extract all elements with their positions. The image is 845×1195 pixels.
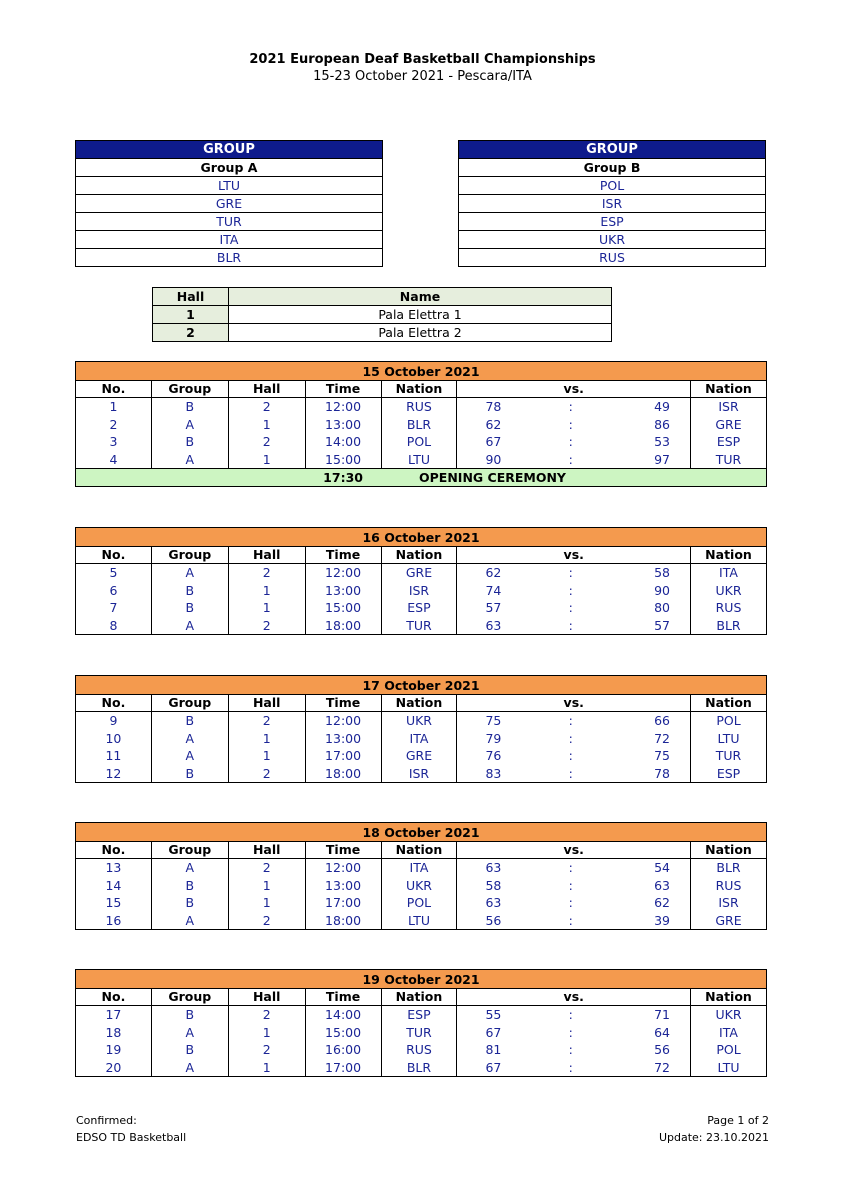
game-hall: 1 [228, 451, 305, 469]
home-nation: UKR [381, 877, 457, 895]
game-group: A [151, 1024, 228, 1042]
game-hall: 2 [228, 564, 305, 582]
game-number: 9 [76, 712, 152, 730]
home-nation: LTU [381, 912, 457, 930]
score-separator: : [568, 765, 573, 781]
away-score: 53 [654, 434, 671, 449]
col-vs: vs. [457, 381, 691, 398]
game-group: B [151, 765, 228, 783]
game-number: 15 [76, 894, 152, 912]
game-group: A [151, 416, 228, 434]
game-number: 18 [76, 1024, 152, 1042]
col-group: Group [151, 547, 228, 564]
game-row [76, 564, 767, 582]
col-time: Time [305, 989, 381, 1006]
group-team: UKR [459, 231, 766, 249]
game-time: 18:00 [305, 912, 381, 930]
game-row [76, 859, 767, 877]
game-hall: 1 [228, 416, 305, 434]
away-nation: ISR [691, 894, 767, 912]
game-time: 18:00 [305, 765, 381, 783]
group-name: Group B [459, 159, 766, 177]
game-hall: 1 [228, 747, 305, 765]
game-number: 7 [76, 599, 152, 617]
game-row [76, 398, 767, 416]
game-group: B [151, 582, 228, 600]
col-hall: Hall [228, 695, 305, 712]
home-nation: GRE [381, 564, 457, 582]
col-time: Time [305, 695, 381, 712]
score-separator: : [568, 730, 573, 746]
game-time: 15:00 [305, 451, 381, 469]
game-group: B [151, 894, 228, 912]
game-group: B [151, 877, 228, 895]
game-number: 10 [76, 730, 152, 748]
footer-confirmed: Confirmed: [76, 1114, 137, 1127]
col-group: Group [151, 989, 228, 1006]
score-separator: : [568, 434, 573, 449]
score-separator: : [568, 416, 573, 432]
game-number: 20 [76, 1059, 152, 1077]
home-score: 57 [457, 599, 533, 617]
col-vs: vs. [457, 989, 691, 1006]
away-score: 78 [654, 765, 671, 781]
schedule-day-table [75, 969, 767, 1077]
home-score: 74 [457, 582, 533, 600]
document-title: 2021 European Deaf Basketball Championships [249, 52, 596, 67]
game-hall: 2 [228, 617, 305, 635]
home-nation: TUR [381, 1024, 457, 1042]
home-nation: ISR [381, 582, 457, 600]
game-number: 12 [76, 765, 152, 783]
col-no: No. [76, 842, 152, 859]
ceremony-time: 17:30 [305, 469, 381, 487]
game-time: 13:00 [305, 877, 381, 895]
col-nation-away: Nation [691, 989, 767, 1006]
away-score: 80 [654, 600, 671, 615]
home-score: 63 [457, 859, 533, 877]
game-time: 13:00 [305, 730, 381, 748]
date-row [76, 362, 767, 381]
home-score: 56 [457, 912, 533, 930]
game-time: 13:00 [305, 582, 381, 600]
home-nation: UKR [381, 712, 457, 730]
game-group: B [151, 599, 228, 617]
home-score: 63 [457, 617, 533, 635]
home-score: 90 [457, 451, 533, 469]
game-row [76, 765, 767, 783]
score-separator: : [568, 617, 573, 633]
col-hall: Hall [228, 842, 305, 859]
away-nation: ITA [691, 564, 767, 582]
home-score: 58 [457, 877, 533, 895]
home-nation: ISR [381, 765, 457, 783]
game-number: 11 [76, 747, 152, 765]
home-nation: BLR [381, 416, 457, 434]
game-time: 12:00 [305, 712, 381, 730]
home-nation: POL [381, 894, 457, 912]
away-nation: RUS [691, 877, 767, 895]
game-row [76, 730, 767, 748]
game-time: 16:00 [305, 1041, 381, 1059]
away-nation: GRE [691, 912, 767, 930]
game-time: 17:00 [305, 894, 381, 912]
game-group: A [151, 564, 228, 582]
col-nation-away: Nation [691, 842, 767, 859]
away-score: 49 [654, 399, 671, 414]
schedule-date: 19 October 2021 [76, 970, 767, 989]
score-separator: : [568, 600, 573, 615]
col-nation-home: Nation [381, 695, 457, 712]
group-team: ITA [76, 231, 383, 249]
group-table [458, 140, 766, 267]
home-nation: RUS [381, 398, 457, 416]
game-row [76, 1059, 767, 1077]
date-row [76, 528, 767, 547]
group-team: TUR [76, 213, 383, 231]
game-hall: 1 [228, 730, 305, 748]
score-separator: : [568, 1024, 573, 1040]
away-score: 62 [654, 895, 671, 910]
col-vs: vs. [457, 695, 691, 712]
hall-name: Pala Elettra 1 [229, 306, 612, 324]
schedule-date: 16 October 2021 [76, 528, 767, 547]
away-nation: RUS [691, 599, 767, 617]
game-hall: 2 [228, 1041, 305, 1059]
game-row [76, 747, 767, 765]
schedule-day-table [75, 527, 767, 635]
away-nation: BLR [691, 617, 767, 635]
game-hall: 1 [228, 877, 305, 895]
game-hall: 2 [228, 859, 305, 877]
schedule-date: 18 October 2021 [76, 823, 767, 842]
column-header-row [76, 989, 767, 1006]
away-score: 39 [654, 912, 671, 928]
away-score: 56 [654, 1042, 671, 1057]
game-number: 8 [76, 617, 152, 635]
home-nation: BLR [381, 1059, 457, 1077]
game-number: 17 [76, 1006, 152, 1024]
game-number: 13 [76, 859, 152, 877]
score-separator: : [568, 748, 573, 763]
group-team: BLR [76, 249, 383, 267]
game-time: 13:00 [305, 416, 381, 434]
score-separator: : [568, 895, 573, 910]
game-row [76, 1041, 767, 1059]
game-row [76, 712, 767, 730]
game-group: B [151, 712, 228, 730]
col-nation-away: Nation [691, 547, 767, 564]
away-nation: POL [691, 712, 767, 730]
away-score: 54 [654, 860, 671, 875]
home-nation: ESP [381, 599, 457, 617]
hall-number: 1 [153, 306, 229, 324]
away-score: 63 [654, 877, 671, 893]
score-separator: : [568, 860, 573, 875]
footer-page: Page 1 of 2 [707, 1114, 769, 1127]
away-nation: LTU [691, 1059, 767, 1077]
home-score: 55 [457, 1006, 533, 1024]
game-group: A [151, 1059, 228, 1077]
group-team: LTU [76, 177, 383, 195]
away-nation: ISR [691, 398, 767, 416]
home-nation: LTU [381, 451, 457, 469]
home-score: 81 [457, 1041, 533, 1059]
home-score: 75 [457, 712, 533, 730]
score-separator: : [568, 399, 573, 414]
column-header-row [76, 381, 767, 398]
game-hall: 1 [228, 894, 305, 912]
game-time: 12:00 [305, 859, 381, 877]
game-number: 3 [76, 433, 152, 451]
schedule-day-table [75, 822, 767, 930]
game-time: 18:00 [305, 617, 381, 635]
game-hall: 1 [228, 1024, 305, 1042]
score-separator: : [568, 1042, 573, 1057]
col-nation-away: Nation [691, 381, 767, 398]
col-nation-home: Nation [381, 381, 457, 398]
home-score: 76 [457, 747, 533, 765]
group-table [75, 140, 383, 267]
group-heading: GROUP [76, 141, 383, 159]
column-header-row [76, 842, 767, 859]
score-separator: : [568, 1059, 573, 1075]
document-subtitle: 15-23 October 2021 - Pescara/ITA [313, 69, 532, 84]
away-score: 71 [654, 1007, 671, 1022]
away-nation: UKR [691, 1006, 767, 1024]
home-score: 67 [457, 1024, 533, 1042]
col-time: Time [305, 381, 381, 398]
game-group: A [151, 912, 228, 930]
away-score: 90 [654, 582, 671, 598]
away-nation: BLR [691, 859, 767, 877]
home-score: 67 [457, 433, 533, 451]
col-nation-away: Nation [691, 695, 767, 712]
game-hall: 2 [228, 765, 305, 783]
footer-signatory: EDSO TD Basketball [76, 1131, 187, 1144]
game-group: B [151, 433, 228, 451]
group-name: Group A [76, 159, 383, 177]
game-row [76, 877, 767, 895]
game-row [76, 912, 767, 930]
home-nation: ESP [381, 1006, 457, 1024]
group-team: RUS [459, 249, 766, 267]
col-no: No. [76, 989, 152, 1006]
column-header-row [76, 695, 767, 712]
away-nation: UKR [691, 582, 767, 600]
game-time: 15:00 [305, 1024, 381, 1042]
score-separator: : [568, 565, 573, 580]
away-nation: ESP [691, 765, 767, 783]
game-row [76, 416, 767, 434]
group-team: POL [459, 177, 766, 195]
footer-left [76, 1112, 186, 1146]
group-team: ISR [459, 195, 766, 213]
game-hall: 1 [228, 1059, 305, 1077]
away-score: 97 [654, 451, 671, 467]
score-separator: : [568, 1007, 573, 1022]
group-team: GRE [76, 195, 383, 213]
col-hall: Hall [228, 381, 305, 398]
game-hall: 1 [228, 582, 305, 600]
game-group: B [151, 398, 228, 416]
group-team: ESP [459, 213, 766, 231]
game-group: A [151, 730, 228, 748]
home-nation: TUR [381, 617, 457, 635]
home-nation: ITA [381, 730, 457, 748]
game-number: 1 [76, 398, 152, 416]
home-score: 62 [457, 564, 533, 582]
col-time: Time [305, 547, 381, 564]
away-nation: TUR [691, 747, 767, 765]
home-nation: POL [381, 433, 457, 451]
column-header-row [76, 547, 767, 564]
game-number: 19 [76, 1041, 152, 1059]
game-time: 15:00 [305, 599, 381, 617]
game-hall: 2 [228, 1006, 305, 1024]
col-vs: vs. [457, 547, 691, 564]
game-time: 12:00 [305, 398, 381, 416]
col-no: No. [76, 381, 152, 398]
date-row [76, 823, 767, 842]
game-number: 6 [76, 582, 152, 600]
game-time: 17:00 [305, 747, 381, 765]
hall-name: Pala Elettra 2 [229, 324, 612, 342]
away-score: 86 [654, 416, 671, 432]
score-separator: : [568, 912, 573, 928]
away-nation: ITA [691, 1024, 767, 1042]
game-hall: 1 [228, 599, 305, 617]
halls-header-hall: Hall [153, 288, 229, 306]
date-row [76, 970, 767, 989]
date-row [76, 676, 767, 695]
col-no: No. [76, 695, 152, 712]
away-score: 57 [654, 617, 671, 633]
game-number: 2 [76, 416, 152, 434]
game-time: 17:00 [305, 1059, 381, 1077]
game-hall: 2 [228, 398, 305, 416]
game-group: A [151, 617, 228, 635]
col-group: Group [151, 381, 228, 398]
home-score: 67 [457, 1059, 533, 1077]
schedule-day-table [75, 675, 767, 783]
away-nation: POL [691, 1041, 767, 1059]
home-nation: ITA [381, 859, 457, 877]
home-score: 63 [457, 894, 533, 912]
schedule-day-table [75, 361, 767, 487]
away-score: 72 [654, 730, 671, 746]
halls-header-name: Name [229, 288, 612, 306]
footer-right [659, 1112, 769, 1146]
col-time: Time [305, 842, 381, 859]
halls-table [152, 287, 612, 342]
game-number: 4 [76, 451, 152, 469]
footer-update: Update: 23.10.2021 [658, 1131, 769, 1144]
home-score: 83 [457, 765, 533, 783]
home-score: 78 [457, 398, 533, 416]
col-hall: Hall [228, 547, 305, 564]
game-time: 12:00 [305, 564, 381, 582]
game-hall: 2 [228, 712, 305, 730]
away-score: 66 [654, 713, 671, 728]
col-group: Group [151, 842, 228, 859]
game-hall: 2 [228, 433, 305, 451]
ceremony-row [76, 469, 767, 487]
game-time: 14:00 [305, 433, 381, 451]
game-number: 5 [76, 564, 152, 582]
away-nation: TUR [691, 451, 767, 469]
ceremony-label: OPENING CEREMONY [381, 469, 766, 487]
game-row [76, 894, 767, 912]
schedule-date: 15 October 2021 [76, 362, 767, 381]
game-number: 14 [76, 877, 152, 895]
home-score: 62 [457, 416, 533, 434]
away-score: 75 [654, 748, 671, 763]
game-group: B [151, 1006, 228, 1024]
away-score: 72 [654, 1059, 671, 1075]
col-nation-home: Nation [381, 842, 457, 859]
score-separator: : [568, 713, 573, 728]
col-nation-home: Nation [381, 989, 457, 1006]
game-row [76, 582, 767, 600]
game-group: B [151, 1041, 228, 1059]
score-separator: : [568, 877, 573, 893]
col-group: Group [151, 695, 228, 712]
away-score: 58 [654, 565, 671, 580]
away-nation: ESP [691, 433, 767, 451]
game-group: A [151, 747, 228, 765]
col-nation-home: Nation [381, 547, 457, 564]
group-heading: GROUP [459, 141, 766, 159]
ceremony-spacer [76, 469, 306, 487]
away-nation: GRE [691, 416, 767, 434]
hall-number: 2 [153, 324, 229, 342]
game-row [76, 451, 767, 469]
score-separator: : [568, 582, 573, 598]
col-no: No. [76, 547, 152, 564]
away-nation: LTU [691, 730, 767, 748]
game-row [76, 617, 767, 635]
game-group: A [151, 859, 228, 877]
home-nation: RUS [381, 1041, 457, 1059]
score-separator: : [568, 451, 573, 467]
away-score: 64 [654, 1024, 671, 1040]
col-hall: Hall [228, 989, 305, 1006]
home-nation: GRE [381, 747, 457, 765]
game-row [76, 1024, 767, 1042]
game-row [76, 599, 767, 617]
game-number: 16 [76, 912, 152, 930]
game-time: 14:00 [305, 1006, 381, 1024]
game-row [76, 1006, 767, 1024]
game-group: A [151, 451, 228, 469]
game-row [76, 433, 767, 451]
schedule-date: 17 October 2021 [76, 676, 767, 695]
col-vs: vs. [457, 842, 691, 859]
game-hall: 2 [228, 912, 305, 930]
home-score: 79 [457, 730, 533, 748]
